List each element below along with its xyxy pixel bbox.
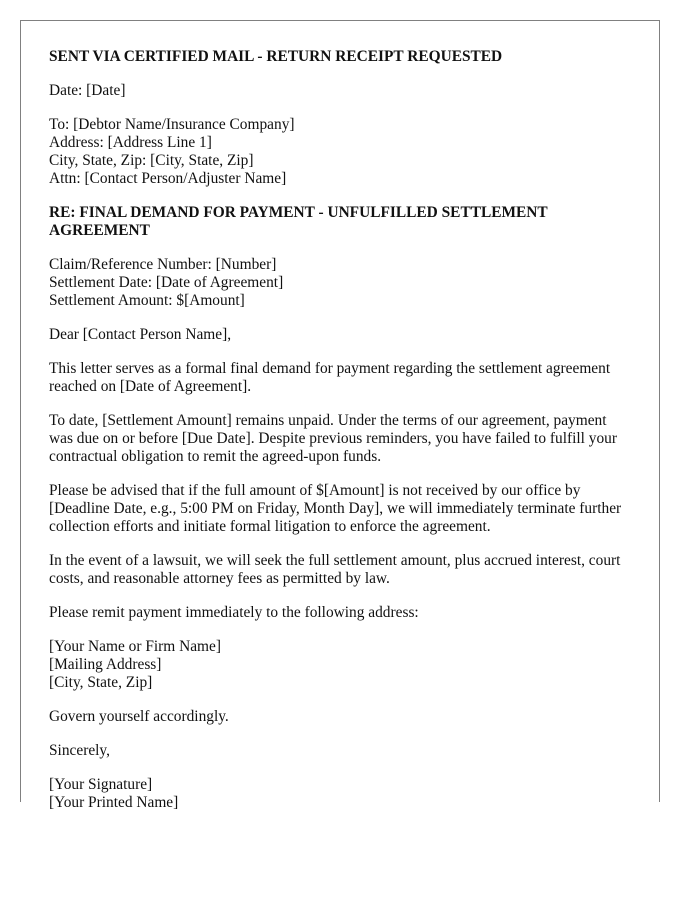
recipient-to: To: [Debtor Name/Insurance Company] (49, 116, 295, 133)
letter-body (21, 21, 659, 812)
body-paragraph: This letter serves as a formal final demand for payment regarding the settlement agreement reached on [Date of Agreement]. (49, 360, 611, 395)
sign-off: Sincerely, (49, 742, 110, 759)
remit-address-block (49, 638, 631, 692)
recipient-city: City, State, Zip: [City, State, Zip] (49, 152, 254, 169)
signature-line: [Your Signature] (49, 776, 153, 793)
subject-line: RE: FINAL DEMAND FOR PAYMENT - UNFULFILLED SETTLEMENT AGREEMENT (49, 204, 548, 239)
body-paragraph: In the event of a lawsuit, we will seek the full settlement amount, plus accrued interest, court costs, and reasonable attorney fees as permitted by law. (49, 552, 621, 587)
salutation: Dear [Contact Person Name], (49, 326, 232, 343)
closing-remark: Govern yourself accordingly. (49, 708, 229, 725)
settlement-date: Settlement Date: [Date of Agreement] (49, 274, 284, 291)
settlement-amount: Settlement Amount: $[Amount] (49, 292, 245, 309)
letter-date: Date: [Date] (49, 82, 126, 99)
certified-mail-notice: SENT VIA CERTIFIED MAIL - RETURN RECEIPT REQUESTED (49, 48, 503, 65)
recipient-block (49, 116, 631, 188)
printed-name: [Your Printed Name] (49, 794, 179, 811)
recipient-address: Address: [Address Line 1] (49, 134, 212, 151)
reference-block (49, 256, 631, 310)
signature-block (49, 776, 631, 812)
body-paragraph: To date, [Settlement Amount] remains unpaid. Under the terms of our agreement, payment was due on or before [Due Date]. Despite previous reminders, you have failed to fulfill your contractual obligation to remit the agreed-upon funds. (49, 412, 617, 465)
remit-name: [Your Name or Firm Name] (49, 638, 221, 655)
body-paragraph: Please remit payment immediately to the following address: (49, 604, 419, 621)
body-paragraph: Please be advised that if the full amount of $[Amount] is not received by our office by [Deadline Date, e.g., 5:00 PM on Friday, Month Day], we will immediately terminate further collection efforts and initiate formal litigation to enforce the agreement. (49, 482, 622, 535)
recipient-attn: Attn: [Contact Person/Adjuster Name] (49, 170, 287, 187)
remit-city: [City, State, Zip] (49, 674, 153, 691)
remit-mailing: [Mailing Address] (49, 656, 162, 673)
claim-number: Claim/Reference Number: [Number] (49, 256, 277, 273)
letter-page (20, 20, 660, 811)
